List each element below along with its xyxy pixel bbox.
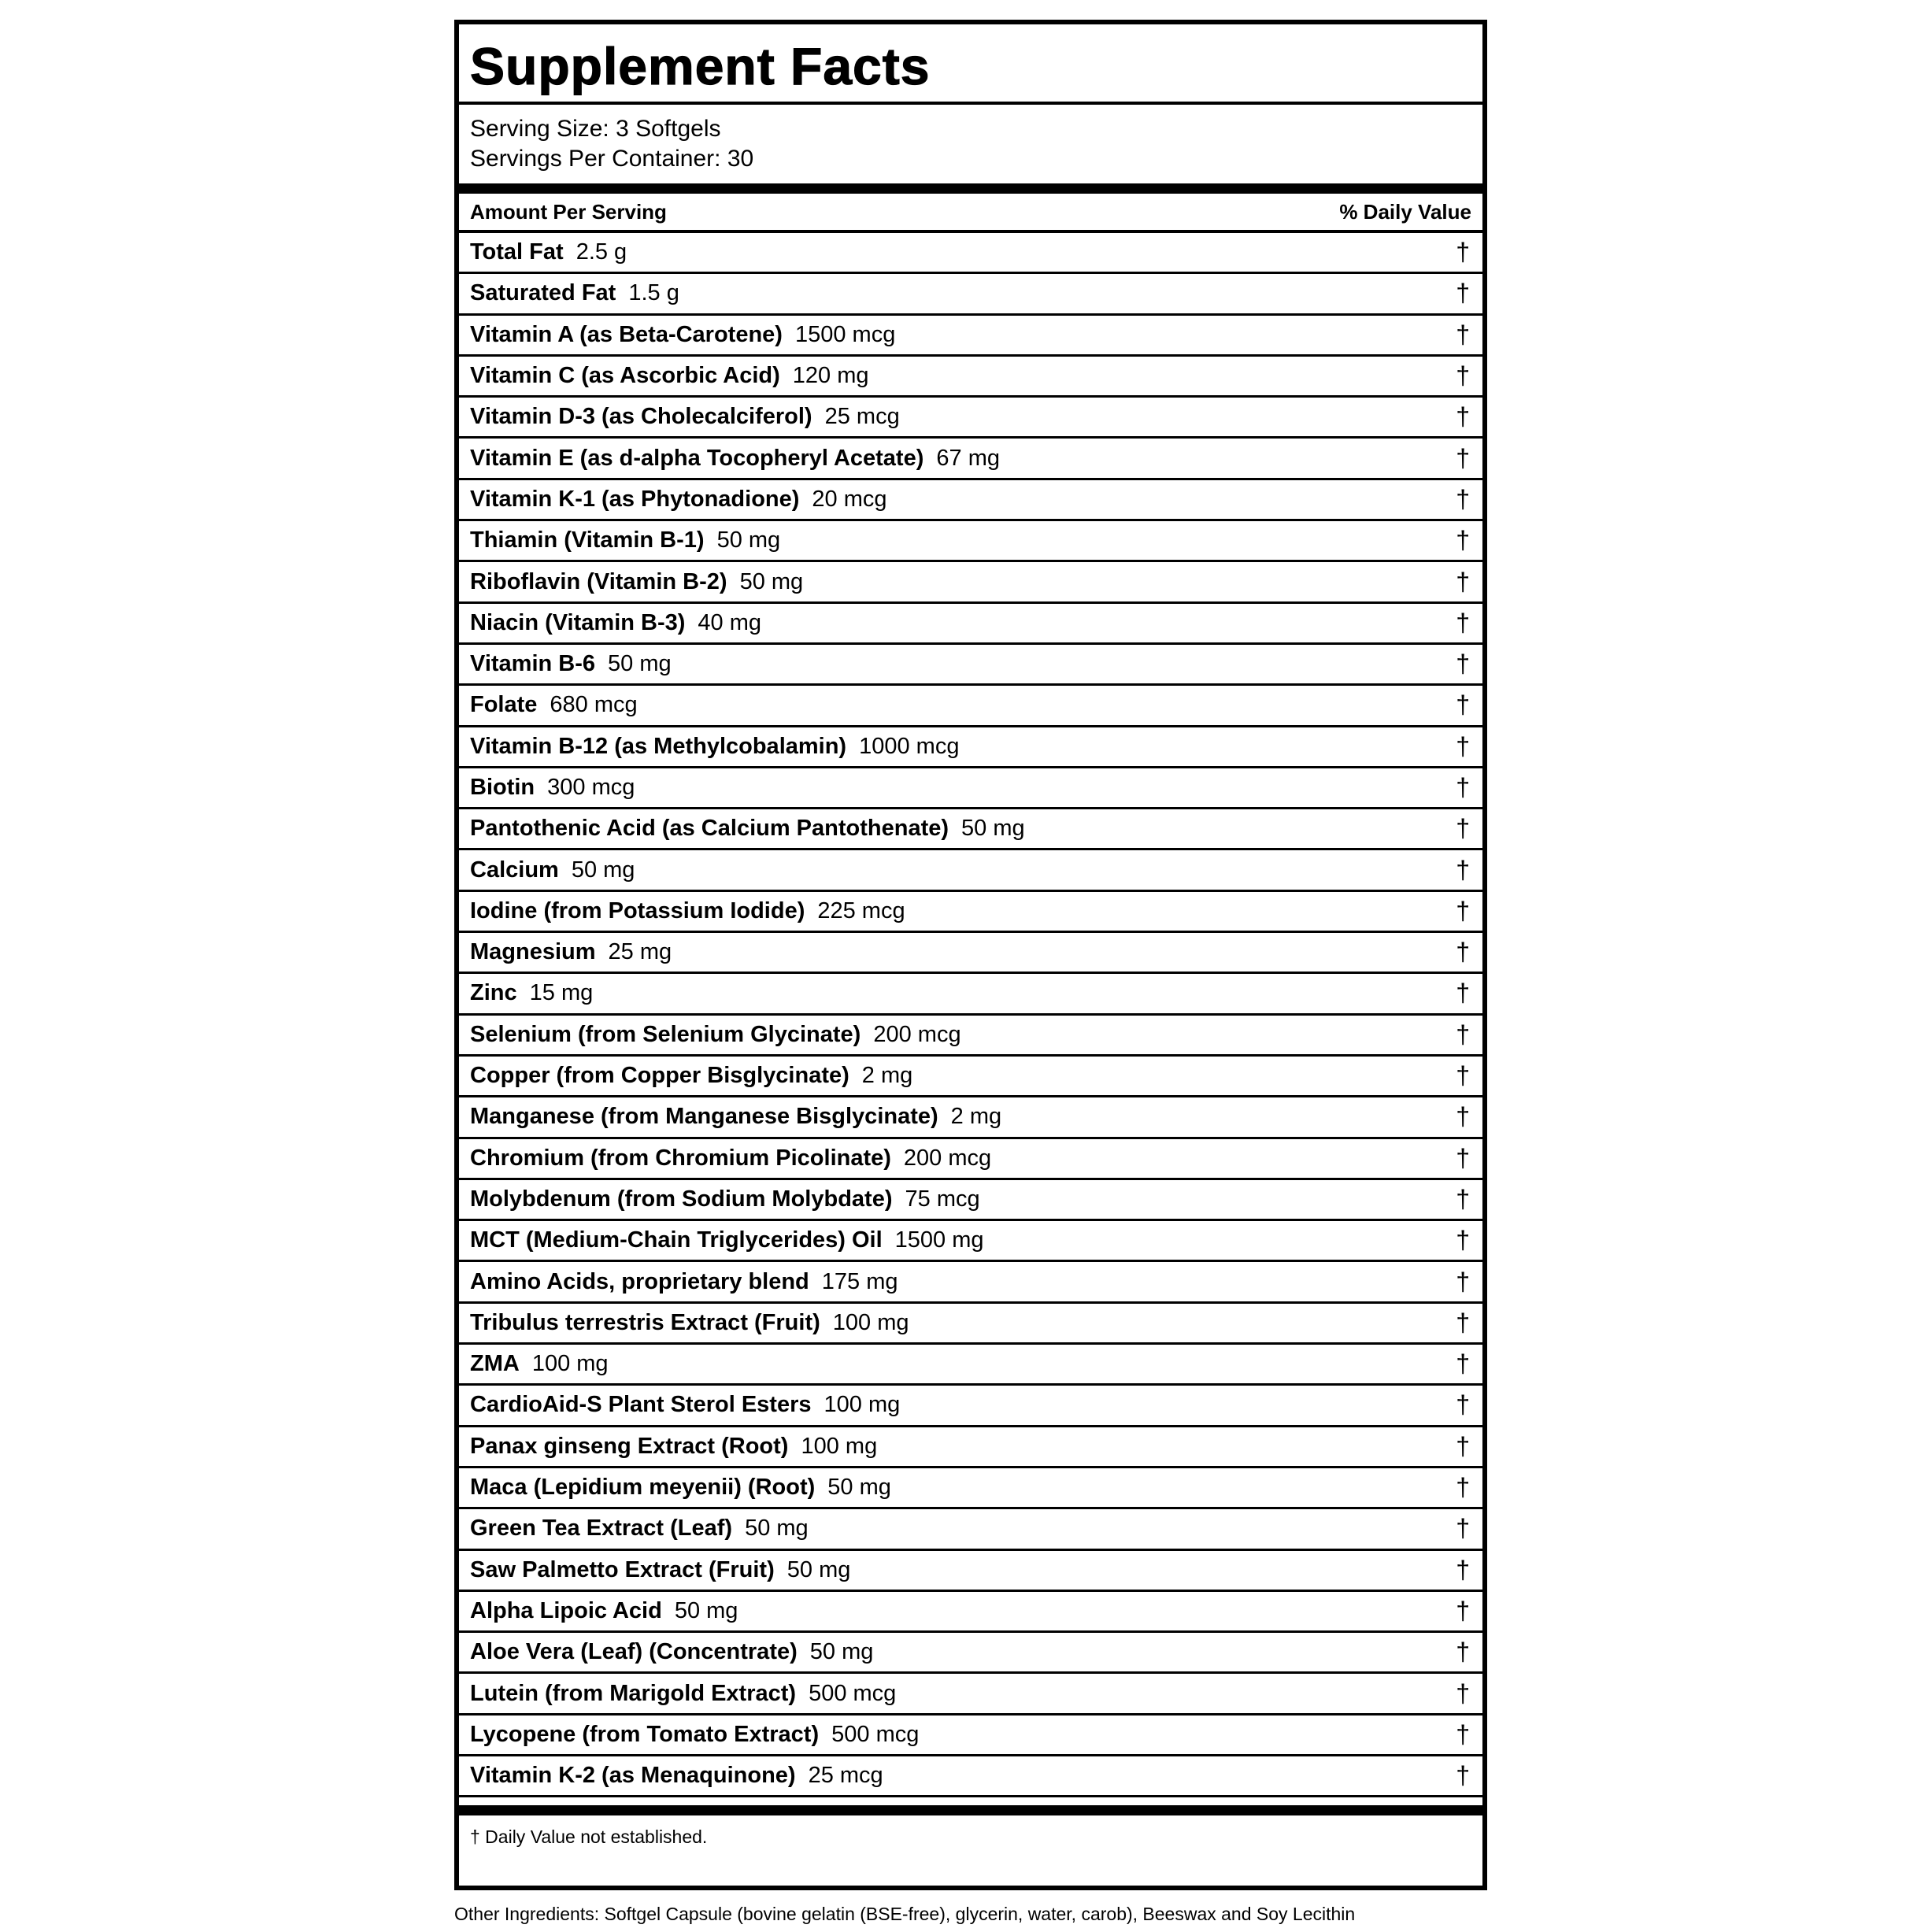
nutrient-name: Folate	[470, 692, 538, 718]
nutrient-daily-value: †	[1456, 896, 1470, 925]
nutrient-name: Chromium (from Chromium Picolinate)	[470, 1145, 891, 1171]
nutrient-row	[459, 686, 1482, 727]
nutrient-row	[459, 1551, 1482, 1592]
nutrient-label	[470, 1186, 980, 1212]
footnote: † Daily Value not established.	[470, 1827, 708, 1848]
nutrient-label	[470, 527, 780, 553]
nutrient-row	[459, 357, 1482, 398]
nutrient-row	[459, 1386, 1482, 1427]
nutrient-row	[459, 316, 1482, 357]
nutrient-daily-value: †	[1456, 484, 1470, 513]
nutrient-amount: 67 mg	[936, 445, 1000, 471]
nutrient-label	[470, 610, 761, 636]
nutrient-daily-value: †	[1456, 938, 1470, 967]
nutrient-daily-value: †	[1456, 1184, 1470, 1213]
nutrient-label	[470, 692, 638, 718]
nutrient-amount: 200 mcg	[903, 1145, 992, 1171]
nutrient-daily-value: †	[1456, 1638, 1470, 1667]
nutrient-daily-value: †	[1456, 1390, 1470, 1419]
serving-size: Serving Size: 3 Softgels	[470, 116, 721, 142]
nutrient-row	[459, 1509, 1482, 1550]
nutrient-row	[459, 562, 1482, 603]
nutrient-name: Selenium (from Selenium Glycinate)	[470, 1021, 861, 1047]
nutrient-label	[470, 816, 1025, 842]
nutrient-label	[470, 734, 959, 760]
nutrient-amount: 1500 mg	[894, 1227, 984, 1253]
nutrient-name: CardioAid-S Plant Sterol Esters	[470, 1392, 812, 1418]
nutrient-daily-value: †	[1456, 1267, 1470, 1296]
nutrient-daily-value: †	[1456, 1061, 1470, 1090]
nutrient-row	[459, 1633, 1482, 1674]
nutrient-name: Total Fat	[470, 239, 564, 265]
nutrient-row	[459, 974, 1482, 1015]
nutrient-daily-value: †	[1456, 1473, 1470, 1502]
nutrient-label	[470, 280, 679, 306]
nutrient-amount: 15 mg	[529, 980, 594, 1006]
nutrient-name: Iodine (from Potassium Iodide)	[470, 898, 805, 923]
nutrient-label	[470, 1598, 738, 1624]
nutrient-daily-value: †	[1456, 402, 1470, 431]
nutrient-row	[459, 1468, 1482, 1509]
nutrient-amount: 40 mg	[698, 609, 762, 635]
nutrient-list	[459, 233, 1482, 1797]
nutrient-label	[470, 1639, 873, 1665]
nutrient-amount: 2.5 g	[576, 239, 627, 265]
nutrient-amount: 25 mg	[608, 939, 672, 965]
nutrient-amount: 1500 mcg	[794, 321, 896, 347]
nutrient-daily-value: †	[1456, 1596, 1470, 1625]
nutrient-row	[459, 1180, 1482, 1221]
nutrient-label	[470, 1392, 900, 1418]
nutrient-daily-value: †	[1456, 1678, 1470, 1708]
nutrient-label	[470, 775, 635, 801]
nutrient-amount: 50 mg	[827, 1475, 891, 1501]
nutrient-label	[470, 898, 905, 924]
nutrient-name: Vitamin A (as Beta-Carotene)	[470, 321, 783, 347]
nutrient-row	[459, 1304, 1482, 1345]
nutrient-label	[470, 1269, 898, 1295]
nutrient-label	[470, 1763, 883, 1789]
servings-per-container: Servings Per Container: 30	[470, 146, 754, 172]
nutrient-name: Vitamin D-3 (as Cholecalciferol)	[470, 404, 812, 430]
nutrient-label	[470, 1434, 877, 1460]
nutrient-amount: 2 mg	[861, 1063, 913, 1089]
nutrient-label	[470, 1516, 809, 1542]
nutrient-amount: 225 mcg	[817, 898, 905, 923]
amount-per-serving-header: Amount Per Serving	[470, 199, 667, 224]
nutrient-daily-value: †	[1456, 443, 1470, 472]
nutrient-row	[459, 768, 1482, 809]
nutrient-row	[459, 480, 1482, 521]
nutrient-name: Riboflavin (Vitamin B-2)	[470, 568, 727, 594]
nutrient-row	[459, 1427, 1482, 1468]
nutrient-row	[459, 439, 1482, 479]
nutrient-row	[459, 809, 1482, 850]
nutrient-name: Magnesium	[470, 939, 596, 965]
nutrient-label	[470, 1104, 1001, 1130]
nutrient-row	[459, 1715, 1482, 1756]
nutrient-amount: 25 mcg	[824, 404, 900, 430]
nutrient-label	[470, 1557, 850, 1583]
nutrient-amount: 175 mg	[821, 1268, 898, 1294]
nutrient-label	[470, 322, 895, 348]
nutrient-amount: 50 mg	[809, 1639, 874, 1665]
nutrient-row	[459, 645, 1482, 686]
nutrient-amount: 25 mcg	[808, 1763, 883, 1789]
nutrient-daily-value: †	[1456, 526, 1470, 555]
nutrient-label	[470, 651, 672, 677]
nutrient-name: Aloe Vera (Leaf) (Concentrate)	[470, 1639, 798, 1665]
nutrient-daily-value: †	[1456, 608, 1470, 637]
nutrient-daily-value: †	[1456, 1020, 1470, 1049]
nutrient-name: Lutein (from Marigold Extract)	[470, 1680, 797, 1706]
nutrient-daily-value: †	[1456, 690, 1470, 720]
nutrient-amount: 50 mg	[739, 568, 804, 594]
nutrient-name: Molybdenum (from Sodium Molybdate)	[470, 1186, 893, 1212]
nutrient-daily-value: †	[1456, 1719, 1470, 1749]
nutrient-daily-value: †	[1456, 1555, 1470, 1584]
nutrient-amount: 50 mg	[786, 1556, 851, 1582]
nutrient-name: Copper (from Copper Bisglycinate)	[470, 1063, 849, 1089]
nutrient-row	[459, 398, 1482, 439]
nutrient-label	[470, 1227, 984, 1253]
nutrient-amount: 120 mg	[792, 363, 869, 389]
nutrient-name: Vitamin C (as Ascorbic Acid)	[470, 363, 780, 389]
nutrient-row	[459, 933, 1482, 974]
nutrient-name: Amino Acids, proprietary blend	[470, 1268, 809, 1294]
nutrient-name: Green Tea Extract (Leaf)	[470, 1516, 733, 1542]
nutrient-daily-value: †	[1456, 1431, 1470, 1460]
nutrient-name: Saw Palmetto Extract (Fruit)	[470, 1556, 775, 1582]
nutrient-daily-value: †	[1456, 238, 1470, 267]
nutrient-amount: 50 mg	[571, 857, 635, 883]
nutrient-row	[459, 1057, 1482, 1097]
nutrient-daily-value: †	[1456, 773, 1470, 801]
nutrient-name: Zinc	[470, 980, 517, 1006]
supplement-facts-panel	[454, 20, 1487, 1890]
nutrient-daily-value: †	[1456, 279, 1470, 308]
nutrient-label	[470, 1146, 991, 1171]
nutrient-label	[470, 363, 869, 389]
nutrient-amount: 1000 mcg	[859, 733, 960, 759]
nutrient-label	[470, 1722, 919, 1748]
nutrient-label	[470, 1475, 891, 1501]
nutrient-row	[459, 850, 1482, 891]
nutrient-name: Niacin (Vitamin B-3)	[470, 609, 686, 635]
nutrient-amount: 500 mcg	[831, 1721, 920, 1747]
nutrient-amount: 50 mg	[716, 527, 781, 553]
thick-divider	[459, 183, 1482, 194]
amount-header-row	[459, 194, 1482, 233]
nutrient-name: Vitamin K-2 (as Menaquinone)	[470, 1763, 796, 1789]
nutrient-daily-value: †	[1456, 1308, 1470, 1337]
nutrient-row	[459, 1016, 1482, 1057]
nutrient-name: Vitamin E (as d-alpha Tocopheryl Acetate)	[470, 445, 924, 471]
nutrient-daily-value: †	[1456, 1514, 1470, 1543]
nutrient-amount: 300 mcg	[547, 775, 635, 800]
label-title: Supplement Facts	[459, 24, 1482, 105]
nutrient-name: MCT (Medium-Chain Triglycerides) Oil	[470, 1227, 883, 1253]
nutrient-amount: 100 mg	[531, 1351, 609, 1377]
nutrient-daily-value: †	[1456, 1143, 1470, 1172]
nutrient-amount: 75 mcg	[905, 1186, 980, 1212]
nutrient-name: ZMA	[470, 1351, 520, 1377]
nutrient-daily-value: †	[1456, 1102, 1470, 1131]
nutrient-amount: 200 mcg	[873, 1021, 961, 1047]
nutrient-row	[459, 1592, 1482, 1633]
nutrient-label	[470, 446, 1000, 472]
nutrient-row	[459, 1756, 1482, 1797]
nutrient-label	[470, 1351, 609, 1377]
nutrient-name: Vitamin B-12 (as Methylcobalamin)	[470, 733, 847, 759]
nutrient-daily-value: †	[1456, 979, 1470, 1008]
nutrient-row	[459, 233, 1482, 274]
nutrient-label	[470, 1022, 961, 1048]
nutrient-row	[459, 1097, 1482, 1138]
nutrient-name: Saturated Fat	[470, 280, 616, 306]
nutrient-label	[470, 980, 593, 1006]
nutrient-row	[459, 1221, 1482, 1262]
nutrient-daily-value: †	[1456, 567, 1470, 596]
nutrient-daily-value: †	[1456, 1349, 1470, 1379]
nutrient-row	[459, 274, 1482, 315]
nutrient-label	[470, 1063, 912, 1089]
nutrient-daily-value: †	[1456, 650, 1470, 679]
nutrient-daily-value: †	[1456, 320, 1470, 349]
nutrient-label	[470, 1681, 896, 1707]
nutrient-label	[470, 487, 887, 513]
nutrient-name: Alpha Lipoic Acid	[470, 1597, 662, 1623]
other-ingredients: Other Ingredients: Softgel Capsule (bovine gelatin (BSE-free), glycerin, water, carob), Beeswax and Soy Lecithin	[454, 1904, 1356, 1924]
nutrient-amount: 100 mg	[801, 1433, 878, 1459]
nutrient-daily-value: †	[1456, 1226, 1470, 1255]
nutrient-amount: 100 mg	[824, 1392, 901, 1418]
daily-value-header: % Daily Value	[1339, 199, 1471, 224]
nutrient-name: Vitamin B-6	[470, 651, 596, 677]
nutrient-amount: 100 mg	[832, 1309, 909, 1335]
nutrient-row	[459, 727, 1482, 768]
nutrient-row	[459, 1674, 1482, 1715]
nutrient-row	[459, 604, 1482, 645]
nutrient-name: Biotin	[470, 775, 535, 800]
nutrient-name: Manganese (from Manganese Bisglycinate)	[470, 1104, 938, 1130]
nutrient-amount: 2 mg	[950, 1104, 1002, 1130]
nutrient-label	[470, 239, 627, 265]
nutrient-row	[459, 892, 1482, 933]
nutrient-label	[470, 857, 635, 883]
nutrient-label	[470, 939, 672, 965]
serving-info	[459, 105, 1482, 183]
bottom-gap	[459, 1797, 1482, 1805]
nutrient-daily-value: †	[1456, 855, 1470, 884]
nutrient-daily-value: †	[1456, 814, 1470, 843]
nutrient-amount: 500 mcg	[809, 1680, 897, 1706]
nutrient-row	[459, 1139, 1482, 1180]
nutrient-row	[459, 1262, 1482, 1303]
nutrient-amount: 50 mg	[608, 651, 672, 677]
nutrient-daily-value: †	[1456, 361, 1470, 390]
nutrient-amount: 50 mg	[674, 1597, 738, 1623]
nutrient-name: Calcium	[470, 857, 559, 883]
nutrient-label	[470, 569, 803, 595]
nutrient-amount: 50 mg	[745, 1516, 809, 1542]
nutrient-label	[470, 1310, 909, 1336]
nutrient-name: Tribulus terrestris Extract (Fruit)	[470, 1309, 820, 1335]
nutrient-name: Vitamin K-1 (as Phytonadione)	[470, 486, 800, 512]
nutrient-row	[459, 1345, 1482, 1386]
nutrient-name: Pantothenic Acid (as Calcium Pantothenate)	[470, 816, 949, 842]
nutrient-row	[459, 521, 1482, 562]
nutrient-amount: 680 mcg	[550, 692, 638, 718]
thick-divider-bottom	[459, 1805, 1482, 1815]
nutrient-name: Maca (Lepidium meyenii) (Root)	[470, 1475, 816, 1501]
nutrient-name: Panax ginseng Extract (Root)	[470, 1433, 789, 1459]
nutrient-name: Lycopene (from Tomato Extract)	[470, 1721, 820, 1747]
nutrient-amount: 20 mcg	[812, 486, 887, 512]
nutrient-daily-value: †	[1456, 1761, 1470, 1790]
nutrient-name: Thiamin (Vitamin B-1)	[470, 527, 705, 553]
nutrient-label	[470, 404, 900, 430]
nutrient-amount: 50 mg	[961, 816, 1025, 842]
nutrient-daily-value: †	[1456, 731, 1470, 761]
nutrient-amount: 1.5 g	[628, 280, 679, 306]
